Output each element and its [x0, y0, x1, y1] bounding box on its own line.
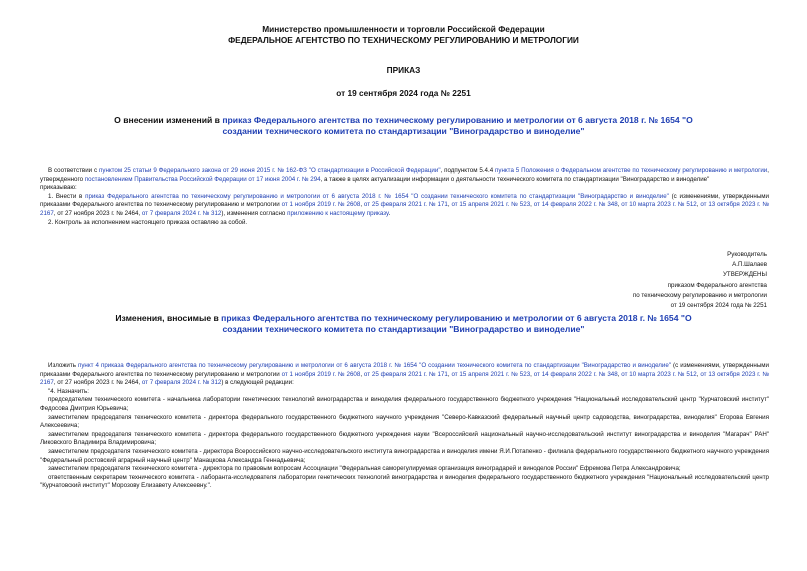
appointment-item: заместителем председателя технического комитета - директора федерального государственного бюджетного учреждения науки "Всероссийский национальный научно-исследовательский институт виноградарства и виноделия "Магарач" РАН" Ликовского Владимира Владимировича;	[40, 430, 769, 447]
changes-title	[95, 313, 712, 335]
doc-type: ПРИКАЗ	[386, 65, 421, 75]
item1-link-512[interactable]: от 10 марта 2023 г. № 512	[621, 201, 697, 209]
doc-date: от 19 сентября 2024 года № 2251	[336, 88, 471, 98]
item1-link-312[interactable]: от 7 февраля 2024 г. № 312	[141, 209, 222, 217]
approval-line-1: приказом Федерального агентства	[667, 281, 767, 289]
approval-line-3: от 19 сентября 2024 года № 2251	[670, 302, 767, 310]
change-text-2: (с изменениями, утвержденными приказами Федерального агентства по техническому регулированию и метрологии	[40, 362, 770, 378]
item1-link-523[interactable]: от 15 апреля 2021 г. № 523	[451, 201, 531, 209]
changes-title-order-link[interactable]: приказ Федерального агентства по техническому регулированию и метрологии от 6 августа 2018 г. № 1654 "О создании технического комитета по стандартизации "Виноградарство и виноделие"	[221, 313, 692, 334]
sep: ,	[447, 201, 452, 209]
signature-block	[480, 250, 767, 311]
sep: ,	[447, 370, 452, 378]
change-link-512[interactable]: от 10 марта 2023 г. № 512	[621, 370, 697, 378]
preamble-text-1: В соответствии с	[48, 167, 99, 174]
item1-link-2608[interactable]: от 1 ноября 2019 г. № 2608	[281, 201, 361, 209]
law-link[interactable]: пунктом 25 статьи 9 Федерального закона от 29 июня 2015 г. № 162-ФЗ "О стандартизации в Российской Федерации"	[99, 167, 441, 174]
sep: ,	[530, 201, 534, 209]
change-text-end: ) в следующей редакции:	[221, 379, 294, 387]
preamble-text-2: , подпунктом 5.4.4	[440, 167, 496, 174]
appointment-item: заместителем председателя технического комитета - директора федерального государственного бюджетного научного учреждения "Северо-Кавказский федеральный научный центр садоводства, виноградарства, виноделия" Егорова Евгения Алексеевича;	[40, 413, 769, 430]
change-link-348[interactable]: от 14 февраля 2022 г. № 348	[533, 370, 618, 378]
change-link-2167[interactable]: от 13 октября 2023 г. № 2167	[40, 370, 769, 387]
sep: ,	[617, 201, 622, 209]
sep: ,	[360, 201, 364, 209]
appointment-item: "4. Назначить:	[48, 387, 89, 395]
change-text-1: Изложить	[48, 362, 78, 369]
signer-name: А.П.Шалаев	[732, 261, 767, 269]
item1-text-2: (с изменениями, утвержденными приказами Федерального агентства по техническому регулированию и метрологии	[40, 192, 769, 209]
sep: ,	[696, 201, 701, 209]
appointment-item: заместителем председателя технического комитета - директора по правовым вопросам Ассоциации "Федеральная саморегулируемая организация виноградарей и виноделов России" Ефремова Петра Александровича;	[48, 465, 681, 473]
sep: ,	[360, 370, 364, 378]
appendix-link[interactable]: приложению к настоящему приказу	[287, 209, 389, 217]
sep: ,	[617, 370, 622, 378]
government-decree-link[interactable]: постановлением Правительства Российской Федерации от 17 июня 2004 г. № 294	[84, 175, 321, 183]
regulation-link[interactable]: пункта 5 Положения о Федеральном агентстве по техническому регулированию и метрологии	[495, 167, 768, 174]
ministry-name: Министерство промышленности и торговли Российской Федерации	[262, 24, 545, 34]
approved-label: УТВЕРЖДЕНЫ	[723, 271, 767, 279]
change-link-312[interactable]: от 7 февраля 2024 г. № 312	[141, 379, 222, 387]
changes-section	[40, 362, 769, 491]
appointment-item: ответственным секретарем технического комитета - лаборанта-исследователя лаборатории генетических технологий виноградарства и виноделия федерального государственного бюджетного учреждения "Национальный исследовательский центр "Курчатовский институт" Морозову Елизавету Алексеевну.".	[40, 473, 769, 490]
title-prefix: О внесении изменений в	[114, 115, 223, 125]
change-intro-paragraph	[40, 362, 769, 388]
preamble-text-4: , а также в целях актуализации информации о деятельности технического комитета по стандартизации "Виноградарство и виноделие"	[320, 175, 710, 183]
sep: ,	[696, 370, 701, 378]
order-word: приказываю:	[40, 184, 77, 192]
item1-text-1: 1. Внести в	[48, 192, 86, 200]
change-link-523[interactable]: от 15 апреля 2021 г. № 523	[451, 370, 531, 378]
sep: ,	[530, 370, 534, 378]
item1-text-2464: , от 27 ноября 2023 г. № 2464,	[53, 209, 142, 217]
item1-order-link[interactable]: приказ Федерального агентства по техническому регулированию и метрологии от 6 августа 2018 г. № 1654 "О создании технического комитета по стандартизации "Виноградарство и виноделие"	[85, 192, 669, 200]
title-order-link[interactable]: приказ Федерального агентства по техническому регулированию и метрологии от 6 августа 2018 г. № 1654 "О создании технического комитета по стандартизации "Виноградарство и виноделие"	[222, 115, 693, 136]
change-link-2608[interactable]: от 1 ноября 2019 г. № 2608	[281, 370, 361, 378]
item-1-paragraph	[40, 193, 769, 219]
preamble-section	[40, 167, 769, 227]
preamble-text-3: , утвержденного	[40, 167, 769, 183]
item1-link-2167[interactable]: от 13 октября 2023 г. № 2167	[40, 201, 769, 217]
document-header	[0, 24, 807, 46]
change-text-2464: , от 27 ноября 2023 г. № 2464,	[53, 379, 142, 387]
item1-link-348[interactable]: от 14 февраля 2022 г. № 348	[533, 201, 618, 209]
signer-position: Руководитель	[727, 251, 767, 258]
item1-text-end: .	[388, 209, 391, 217]
point-4-link[interactable]: пункт 4 приказа Федерального агентства по техническому регулированию и метрологии от 6 августа 2018 г. № 1654 "О создании технического комитета по стандартизации "Виноградарство и виноделие"	[77, 362, 672, 369]
preamble-paragraph	[40, 167, 769, 184]
agency-name: ФЕДЕРАЛЬНОЕ АГЕНТСТВО ПО ТЕХНИЧЕСКОМУ РЕГУЛИРОВАНИЮ И МЕТРОЛОГИИ	[228, 35, 579, 45]
changes-title-prefix: Изменения, вносимые в	[115, 313, 222, 323]
item-2-paragraph: 2. Контроль за исполнением настоящего приказа оставляю за собой.	[48, 218, 248, 226]
appointment-item: заместителем председателя технического комитета - директора Всероссийского научно-исследовательского института виноградарства и виноделия имени Я.И.Потапенко - филиала федерального государственного бюджетного научного учреждения "Федеральный ростовский аграрный научный центр" Манацкова Александра Геннадьевича;	[40, 447, 769, 464]
change-link-171[interactable]: от 25 февраля 2021 г. № 171	[363, 370, 448, 378]
appointment-item: председателем технического комитета - начальника лаборатории генетических технологий виноградарства и виноделия федерального государственного бюджетного учреждения "Национальный исследовательский центр "Курчатовский институт" Федосова Дмитрия Юрьевича;	[40, 396, 769, 412]
item1-text-9: ), изменения согласно	[221, 209, 288, 217]
approval-line-2: по техническому регулированию и метрологии	[632, 291, 767, 299]
document-title	[95, 115, 712, 137]
item1-link-171[interactable]: от 25 февраля 2021 г. № 171	[363, 201, 448, 209]
